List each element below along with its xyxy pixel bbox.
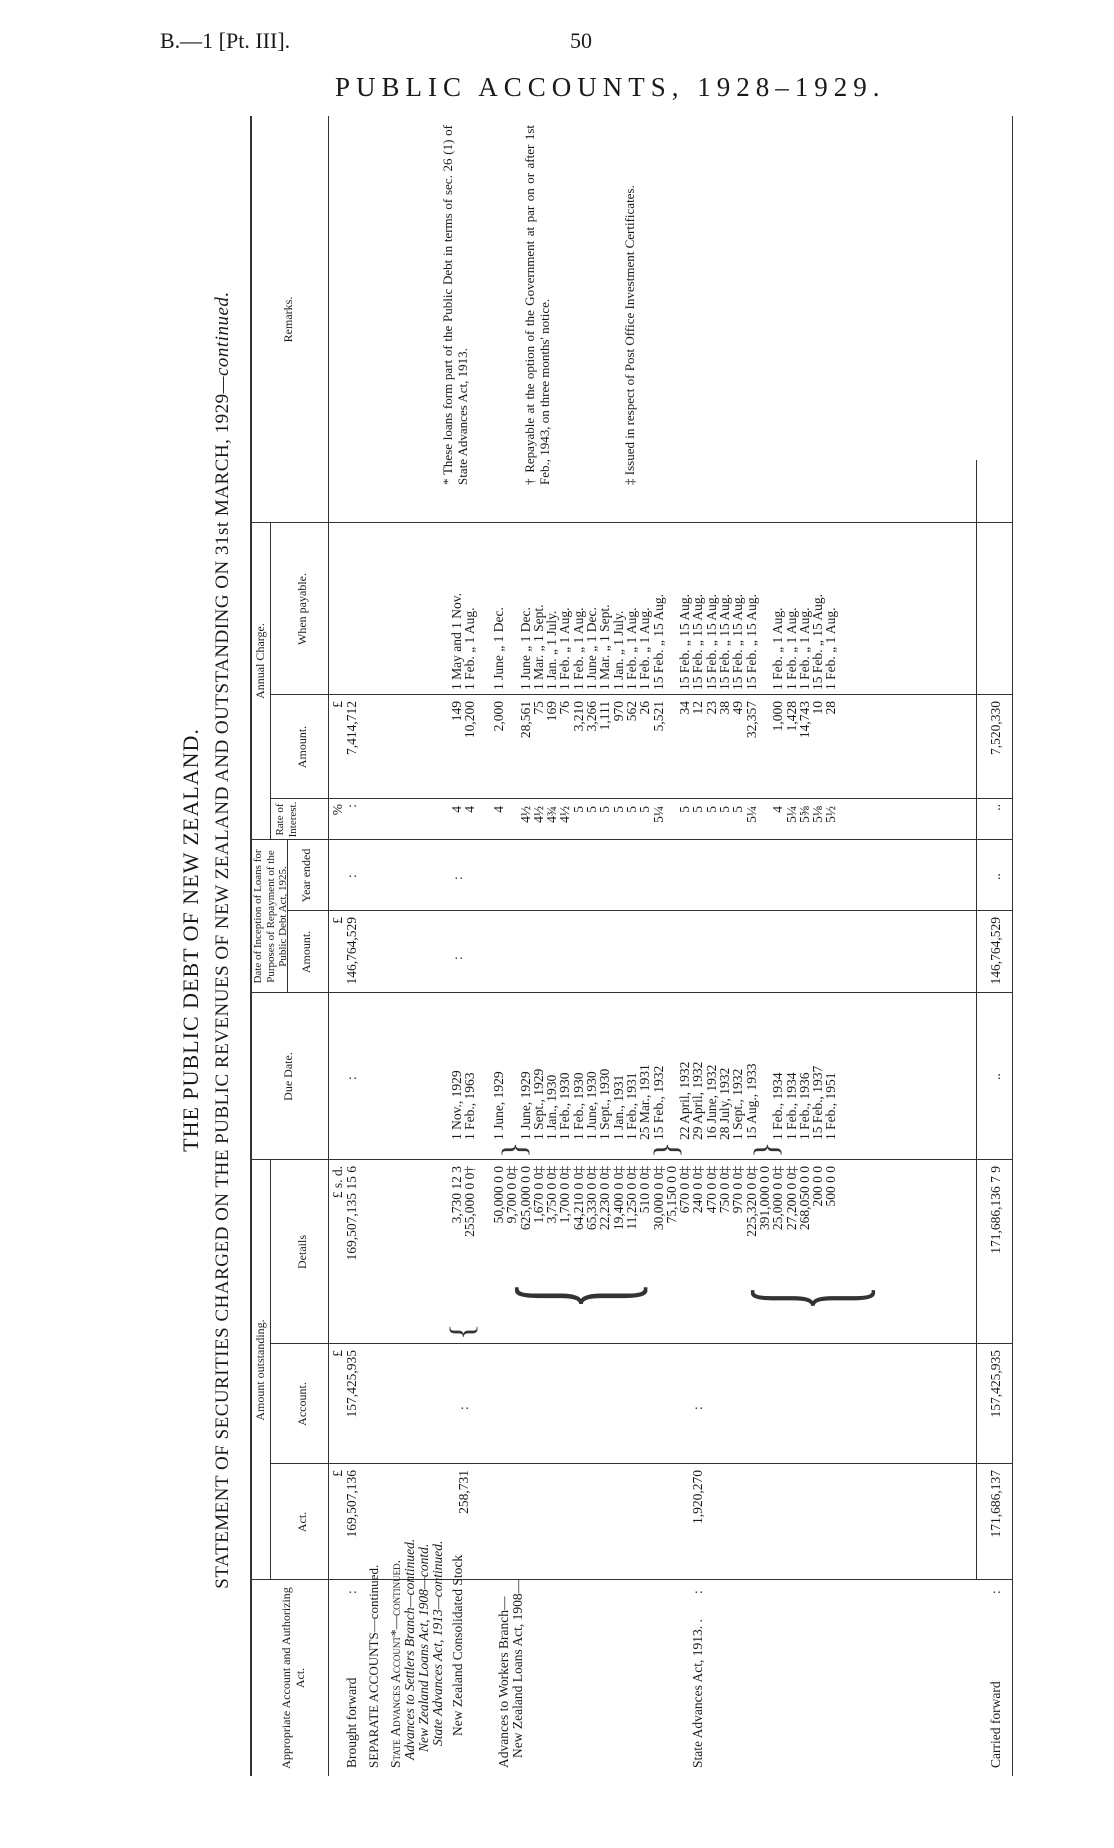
table-cell: 5 xyxy=(610,806,626,813)
col-divider xyxy=(270,1463,1012,1464)
table-cell: 15 Feb. „ 15 Aug. xyxy=(743,594,759,690)
cf-inception: 146,764,529 xyxy=(988,917,1003,985)
table-cell: 75 xyxy=(530,701,546,715)
table-cell: 510 0 0‡ xyxy=(637,1166,653,1214)
header-annual-charge: Annual Charge. xyxy=(253,623,267,699)
table-cell: 5 xyxy=(677,806,693,813)
table-cell: 1 Feb. „ 1 Aug. xyxy=(462,607,478,690)
table-cell: 1 Feb. „ 1 Aug. xyxy=(823,607,839,690)
table-cell: 15 Feb. „ 15 Aug. xyxy=(810,594,826,690)
table-cell: 10 xyxy=(810,701,826,715)
table-cell: 5 xyxy=(623,806,639,813)
table-cell xyxy=(665,525,678,690)
table-cell: 5 xyxy=(690,806,706,813)
table-cell: 169 xyxy=(544,701,560,722)
table-cell: 1 Mar. „ 1 Sept. xyxy=(597,604,613,690)
header-remarks: Remarks. xyxy=(281,296,295,343)
table-cell: 5⅝ xyxy=(796,806,812,823)
table-cell: 1 Feb. „ 1 Aug. xyxy=(637,607,653,690)
header-account-col: Account. xyxy=(295,1382,309,1426)
table-cell: 3,730 12 3 xyxy=(449,1166,464,1224)
table-cell: 1 Feb. „ 1 Aug. xyxy=(783,607,799,690)
bf-inception: 146,764,529 xyxy=(344,917,359,985)
brought-forward-label: Brought forward xyxy=(344,1677,359,1768)
table-cell: 32,357 xyxy=(743,701,759,739)
table-cell: 22,230 0 0‡ xyxy=(597,1166,613,1231)
table-subtitle xyxy=(212,100,234,1780)
table-cell: 5 xyxy=(597,806,613,813)
remark-post-office: ‡ Issued in respect of Post Office Investment Certificates. xyxy=(622,185,637,485)
sa-1913-contd-label: State Advances Act, 1913—continued. xyxy=(430,1540,445,1746)
bf-act: 169,507,136 xyxy=(344,1470,359,1538)
table-cell: 1 Feb., 1930 xyxy=(570,1072,586,1140)
table-cell: 1 June „ 1 Dec. xyxy=(517,607,533,690)
table-cell: 1 Sept., 1932 xyxy=(730,1068,746,1140)
unit-psd: £ s. d. xyxy=(330,1166,345,1199)
brace: } xyxy=(748,1141,785,1158)
brace: } xyxy=(648,1141,685,1158)
header-year-ended: Year ended xyxy=(299,848,313,903)
table-cell: 28 xyxy=(823,701,839,715)
table-cell xyxy=(505,806,518,840)
table-cell: 28 July, 1932 xyxy=(717,1067,733,1140)
table-cell: 4¾ xyxy=(544,806,560,823)
table-cell: 1 Feb., 1934 xyxy=(783,1072,799,1140)
table-cell: 50,000 0 0 xyxy=(491,1166,506,1224)
table-cell: 15 Feb. „ 15 Aug. xyxy=(650,594,666,690)
table-cell: 500 0 0 xyxy=(823,1166,839,1207)
table-cell: 5 xyxy=(584,806,600,813)
table-cell xyxy=(505,701,518,799)
table-cell: 5⅛ xyxy=(810,806,826,823)
bf-due: : xyxy=(344,1076,359,1080)
table-cell: 22 April, 1932 xyxy=(677,1061,693,1140)
table-cell: 5¼ xyxy=(783,806,799,823)
table-cell: 1,000 xyxy=(770,701,786,732)
brace: } xyxy=(496,1141,533,1158)
leader-colon: : xyxy=(450,956,465,960)
subtitle-text: STATEMENT OF SECURITIES CHARGED ON THE PUBLIC REVENUES OF NEW ZEALAND AND OUTSTANDING ON 31st MARCH, 1929 xyxy=(212,393,233,1589)
table-cell: 15 Feb. „ 15 Aug. xyxy=(730,594,746,690)
table-cell xyxy=(665,1000,678,1140)
table-cell xyxy=(665,701,678,799)
table-cell: 1 June „ 1 Dec. xyxy=(491,607,506,690)
table-title: THE PUBLIC DEBT OF NEW ZEALAND. xyxy=(178,728,203,1152)
cf-act: 171,686,137 xyxy=(988,1470,1003,1538)
table-cell: 75,150 0 0 xyxy=(663,1166,679,1224)
cf-year: .. xyxy=(988,873,1003,880)
table-cell: 15 Feb., 1932 xyxy=(650,1065,666,1140)
rotated-table xyxy=(170,100,1040,1780)
table-cell: 149 xyxy=(449,701,464,722)
table-cell: 240 0 0‡ xyxy=(690,1166,706,1214)
leader-colon: : xyxy=(456,1406,471,1410)
leader-colon: : xyxy=(450,876,465,880)
col-divider xyxy=(250,992,1012,993)
brace: { xyxy=(444,1323,481,1340)
separate-accounts-label: SEPARATE ACCOUNTS—continued. xyxy=(366,1564,381,1768)
table-cell: 14,743 xyxy=(796,701,812,739)
table-cell: 49 xyxy=(730,701,746,715)
settlers-branch-label: Advances to Settlers Branch—continued. xyxy=(402,1538,417,1760)
table-cell: 4 xyxy=(449,806,464,813)
group-b-payable xyxy=(492,525,838,690)
bf-year: : xyxy=(344,874,359,878)
page-title: PUBLIC ACCOUNTS, 1928–1929. xyxy=(335,72,886,102)
bottom-rule xyxy=(1012,116,1013,1776)
table-cell: 391,000 0 0 xyxy=(756,1166,772,1231)
remark-state-advances: * These loans form part of the Public Debt in terms of sec. 26 (1) of State Advances Act, 1913. xyxy=(440,125,470,485)
header-account: Appropriate Account and Authorizing Act. xyxy=(279,1587,307,1769)
header-inception: Date of Inception of Loans for Purposes of Repayment of the Public Debt Act, 1925. xyxy=(252,849,290,984)
table-cell: 15 Feb. „ 15 Aug. xyxy=(677,594,693,690)
table-cell: 65,330 0 0‡ xyxy=(584,1166,600,1231)
table-cell: 23 xyxy=(703,701,719,715)
table-cell: 2,000 xyxy=(491,701,506,732)
table-cell: 1 Feb. „ 1 Aug. xyxy=(623,607,639,690)
header-due-date: Due Date. xyxy=(281,1052,295,1101)
cf-due: .. xyxy=(988,1073,1003,1080)
bf-account: 157,425,935 xyxy=(344,1350,359,1418)
table-cell: 15 Feb., 1937 xyxy=(810,1065,826,1140)
table-cell: 9,700 0 0‡ xyxy=(504,1166,520,1224)
table-cell xyxy=(665,806,678,840)
state-advances-label: State Advances Account*—continued. xyxy=(388,1559,403,1768)
sa-1913-label: State Advances Act, 1913. . xyxy=(690,1619,705,1768)
nz-loans-contd-label: New Zealand Loans Act, 1908—contd. xyxy=(416,1543,431,1752)
table-cell: 1 Feb., 1951 xyxy=(823,1072,839,1140)
group-b-due xyxy=(492,1000,838,1140)
group-a-rate xyxy=(450,806,477,840)
header-amount-outstanding: Amount outstanding. xyxy=(253,1319,267,1421)
table-cell: 670 0 0‡ xyxy=(677,1166,693,1214)
page-header-left: B.—1 [Pt. III]. xyxy=(160,28,291,53)
table-cell: 1 Feb., 1930 xyxy=(557,1072,573,1140)
table-cell: 1 Nov., 1929 xyxy=(449,1070,464,1140)
amount-outstanding-rule xyxy=(270,1160,271,1580)
cf-account: 157,425,935 xyxy=(988,1350,1003,1418)
bf-charge: 7,414,712 xyxy=(344,701,359,755)
table-cell: 1 Jan., 1931 xyxy=(610,1074,626,1140)
table-cell: 562 xyxy=(623,701,639,722)
leader-colon: : xyxy=(988,1590,1003,1594)
nz-consolidated-act: 258,731 xyxy=(456,1470,471,1514)
table-cell: 10,200 xyxy=(462,701,478,739)
table-cell: 4½ xyxy=(557,806,573,823)
table-cell: 27,200 0 0‡ xyxy=(783,1166,799,1231)
table-cell: 16 June, 1932 xyxy=(703,1064,719,1140)
table-cell: 1 Feb. „ 1 Aug. xyxy=(557,607,573,690)
table-cell: 3,750 0 0‡ xyxy=(544,1166,560,1224)
group-b-rate xyxy=(492,806,838,840)
header-rule xyxy=(328,116,329,1776)
table-cell: 5 xyxy=(717,806,733,813)
table-cell: 1 June, 1929 xyxy=(517,1071,533,1140)
sa-1913-act: 1,920,270 xyxy=(690,1470,705,1524)
table-cell: 1 Feb., 1931 xyxy=(623,1072,639,1140)
carried-rule xyxy=(976,460,977,1580)
brace: { xyxy=(483,1282,661,1310)
unit-pound: £ xyxy=(330,1470,345,1477)
table-cell: 1 May and 1 Nov. xyxy=(449,593,464,690)
table-cell: 4½ xyxy=(517,806,533,823)
col-divider xyxy=(250,1579,1012,1580)
group-a-due xyxy=(450,1000,477,1140)
group-a-charge xyxy=(450,701,477,799)
table-cell: 19,400 0 0‡ xyxy=(610,1166,626,1231)
table-cell: 1 June, 1929 xyxy=(491,1071,506,1140)
table-cell: 5,521 xyxy=(650,701,666,732)
table-cell: 4½ xyxy=(530,806,546,823)
table-cell xyxy=(758,525,771,690)
table-cell: 1 Feb., 1936 xyxy=(796,1072,812,1140)
page-number: 50 xyxy=(570,28,592,53)
table-cell: 970 0 0‡ xyxy=(730,1166,746,1214)
leader-colon: : xyxy=(690,1590,705,1594)
table-cell: 28,561 xyxy=(517,701,533,739)
group-a-details xyxy=(450,1166,477,1310)
bf-rate: : xyxy=(344,804,359,808)
table-cell: 25 Mar., 1931 xyxy=(637,1064,653,1140)
table-cell: 5 xyxy=(703,806,719,813)
table-cell: 1 Feb. „ 1 Aug. xyxy=(770,607,786,690)
table-cell: 76 xyxy=(557,701,573,715)
table-cell: 970 xyxy=(610,701,626,722)
table-cell: 5 xyxy=(570,806,586,813)
table-cell: 268,050 0 0 xyxy=(796,1166,812,1231)
table-cell: 5 xyxy=(637,806,653,813)
header-when-payable: When payable. xyxy=(295,573,309,645)
table-cell: 225,320 0 0‡ xyxy=(743,1166,759,1237)
group-b-details xyxy=(483,1166,839,1310)
nz-consolidated-stock-label: New Zealand Consolidated Stock xyxy=(450,1554,465,1736)
table-cell: 26 xyxy=(637,701,653,715)
table-cell: 3,210 xyxy=(570,701,586,732)
unit-pound: £ xyxy=(330,917,345,924)
table-cell: 15 Feb. „ 15 Aug. xyxy=(703,594,719,690)
workers-branch-label: Advances to Workers Branch— xyxy=(496,1596,511,1768)
cf-details: 171,686,136 7 9 xyxy=(988,1166,1003,1254)
table-cell xyxy=(758,806,771,840)
table-cell: 15 Feb. „ 15 Aug. xyxy=(717,594,733,690)
table-cell: 1 Feb. „ 1 Aug. xyxy=(796,607,812,690)
cf-charge: 7,520,330 xyxy=(988,701,1003,755)
table-cell: 1 Sept., 1930 xyxy=(597,1068,613,1140)
group-b-charge xyxy=(492,701,838,799)
table-cell: 255,000 0 0† xyxy=(462,1166,478,1237)
leader-colon: : xyxy=(690,1406,705,1410)
table-cell: 38 xyxy=(717,701,733,715)
table-cell: 5¼ xyxy=(650,806,666,823)
remark-repayable: † Repayable at the option of the Government at par on or after 1st Feb., 1943, on three months' notice. xyxy=(522,125,552,485)
table-cell: 1 Mar. „ 1 Sept. xyxy=(530,604,546,690)
leader-colon: : xyxy=(344,1590,359,1594)
table-cell: 750 0 0‡ xyxy=(717,1166,733,1214)
col-divider xyxy=(287,910,1012,911)
table-cell: 25,000 0 0‡ xyxy=(770,1166,786,1231)
table-cell: 1,700 0 0‡ xyxy=(557,1166,573,1224)
group-a-payable xyxy=(450,525,477,690)
table-cell: 1 Jan. „ 1 July. xyxy=(610,610,626,690)
table-cell: 12 xyxy=(690,701,706,715)
table-cell: 1 Sept., 1929 xyxy=(530,1068,546,1140)
table-cell: 3,266 xyxy=(584,701,600,732)
col-divider xyxy=(250,522,1012,523)
table-cell: 30,000 0 0‡ xyxy=(650,1166,666,1231)
header-inception-amount: Amount. xyxy=(299,930,313,974)
unit-percent: % xyxy=(330,804,345,816)
unit-pound: £ xyxy=(330,701,345,708)
carried-forward-label: Carried forward xyxy=(988,1681,1003,1768)
table-cell: 1 June, 1930 xyxy=(584,1071,600,1140)
table-cell: 4 xyxy=(462,806,478,813)
table-cell: 1 Feb., 1934 xyxy=(770,1072,786,1140)
table-cell: 1,111 xyxy=(597,701,613,731)
table-cell xyxy=(758,1000,771,1140)
table-cell: 15 Feb. „ 15 Aug. xyxy=(690,594,706,690)
table-cell: 1 Jan. „ 1 July. xyxy=(544,610,560,690)
table-cell: 5½ xyxy=(823,806,839,823)
table-cell: 1,428 xyxy=(783,701,799,732)
table-cell: 1 June „ 1 Dec. xyxy=(584,607,600,690)
subtitle-continued: —continued. xyxy=(212,291,233,394)
table-cell: 470 0 0‡ xyxy=(703,1166,719,1214)
header-act: Act. xyxy=(295,1511,309,1533)
header-details: Details xyxy=(295,1235,309,1269)
col-divider xyxy=(250,1159,1012,1160)
nz-loans-1908-label: New Zealand Loans Act, 1908— xyxy=(510,1579,525,1758)
table-cell: 1 Feb. „ 1 Aug. xyxy=(570,607,586,690)
table-cell: 5 xyxy=(730,806,746,813)
table-cell: 34 xyxy=(677,701,693,715)
brace: { xyxy=(722,1285,888,1311)
table-cell: 1 Jan., 1930 xyxy=(544,1074,560,1140)
col-divider xyxy=(270,1343,1012,1344)
header-charge-amount: Amount. xyxy=(295,725,309,769)
table-cell xyxy=(505,1000,518,1140)
table-cell: 64,210 0 0‡ xyxy=(570,1166,586,1231)
annual-charge-rule xyxy=(270,523,271,840)
table-cell: 1,670 0 0‡ xyxy=(530,1166,546,1224)
table-cell: 11,250 0 0‡ xyxy=(623,1166,639,1230)
bf-details: 169,507,135 15 6 xyxy=(344,1166,359,1261)
col-divider xyxy=(270,694,1012,695)
cf-rate: .. xyxy=(988,804,1003,811)
table-cell: 1 Feb., 1963 xyxy=(462,1072,478,1140)
table-cell: 29 April, 1932 xyxy=(690,1061,706,1140)
table-cell: 15 Aug., 1933 xyxy=(743,1063,759,1140)
table-cell: 4 xyxy=(491,806,506,813)
header-rate: Rate of Interest. xyxy=(274,801,299,838)
table-cell: 5¼ xyxy=(743,806,759,823)
table-cell: 200 0 0 xyxy=(810,1166,826,1207)
table-cell xyxy=(758,701,771,799)
table-cell: 4 xyxy=(770,806,786,813)
table-cell xyxy=(505,525,518,690)
unit-pound: £ xyxy=(330,1350,345,1357)
table-cell: 625,000 0 0 xyxy=(517,1166,533,1231)
